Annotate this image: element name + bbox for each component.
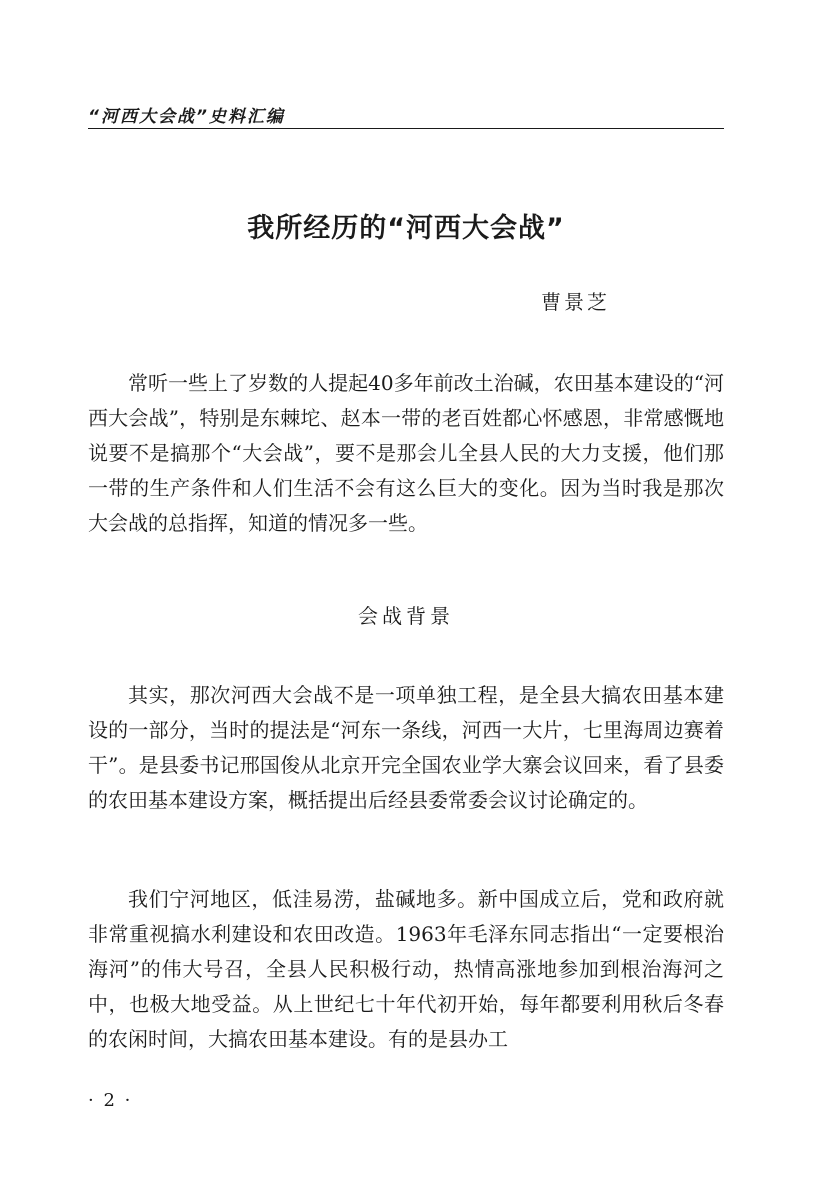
running-header-title: “河西大会战”史料汇编 <box>88 107 285 127</box>
article-author: 曹景芝 <box>541 290 610 314</box>
page-number: · 2 · <box>88 1090 133 1111</box>
section-paragraph-1: 其实，那次河西大会战不是一项单独工程，是全县大搞农田基本建设的一部分，当时的提法是“河东一条线，河西一大片，七里海周边赛着干”。是县委书记邢国俊从北京开完全国农业学大寨会议回来，看了县委的农田基本建设方案，概括提出后经县委常委会议讨论确定的。 <box>88 683 724 812</box>
running-header <box>88 100 724 129</box>
article-title: 我所经历的“河西大会战” <box>247 213 565 244</box>
intro-paragraph: 常听一些上了岁数的人提起40多年前改土治碱，农田基本建设的“河西大会战”，特别是东棘坨、赵本一带的老百姓都心怀感恩，非常感慨地说要不是搞那个“大会战”，要不是那会儿全县人民的大力支援，他们那一带的生产条件和人们生活不会有这么巨大的变化。因为当时我是那次大会战的总指挥，知道的情况多一些。 <box>88 371 724 535</box>
section-paragraph-2: 我们宁河地区，低洼易涝，盐碱地多。新中国成立后，党和政府就非常重视搞水利建设和农田改造。1963年毛泽东同志指出“一定要根治海河”的伟大号召，全县人民积极行动，热情高涨地参加到根治海河之中，也极大地受益。从上世纪七十年代初开始，每年都要利用秋后冬春的农闲时间，大搞农田基本建设。有的是县办工 <box>88 887 724 1051</box>
section-heading: 会战背景 <box>358 604 454 628</box>
